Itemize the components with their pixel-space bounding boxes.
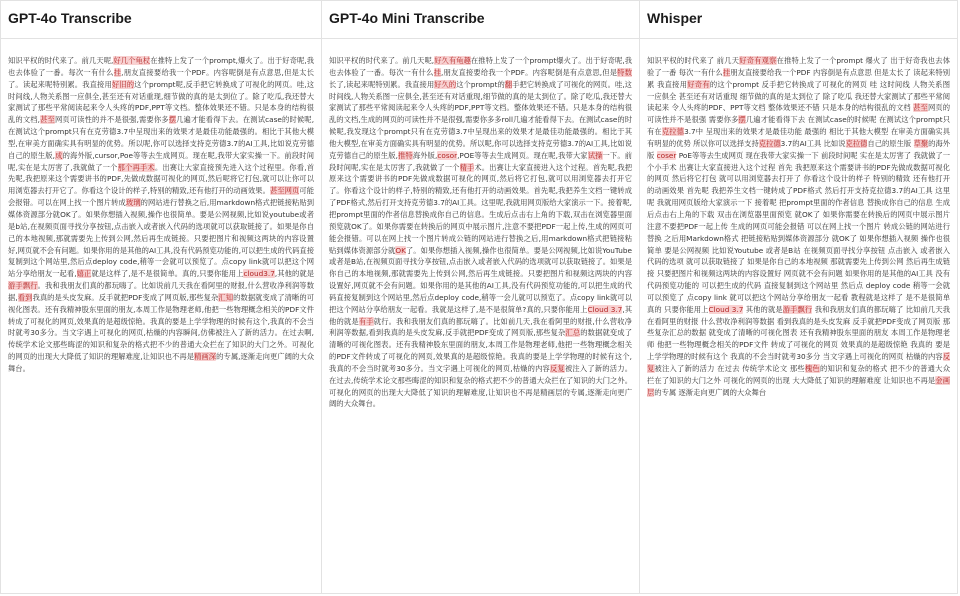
- error-highlight: 推特: [397, 150, 413, 160]
- error-highlight: 挂: [722, 67, 731, 77]
- transcript-segment: 的海外版: [647, 138, 951, 160]
- transcript-segment: 几遍才能看得下去。在测试case的时候呢,在测试这个prompt只有在克劳德3.7中呈现出来的效果才是最佳功能最强的。相比于其他大模型,在审美方面确实具有明显的优势。所以呢,你可以选择支持克劳德3.7的AI工具,比如说克劳德自己的原生版,: [8, 115, 315, 160]
- transcript-segment: 的海外版,cursor,Poe等等去生成网页。现在呢,我带大家实操一下。前段时间呢,实在是太厉害了,我就做了一个: [8, 150, 315, 172]
- error-highlight: 摆: [168, 115, 177, 125]
- transcript-segment: 自己的原生版: [867, 138, 914, 148]
- transcript-segment: 了。如果你想插入视频,操作也很简单。要是公网视频,比如说YouTube或者是B站,在视频页面寻找分享按钮,点击嵌入或者嵌入代码的选项就可以获取链接了。如果是你自己的本地视频,那就需要先上传到公网,然后再生成链接。只要把图片和视频这两块的内容设置好,网页就不会有问题。如果你用的是其他的AI工具,没有代码预览功能的,可以把生成的代码直接复制到这个网站里,然后点deploy code,稍等一会儿就可以预览了。点copy link就可以把这个网站分享给朋友一起看。我就是这样了,是不是很简单?真的,只要你能用上: [329, 245, 632, 314]
- transcript-segment: 海外版,: [412, 150, 438, 160]
- error-highlight: OK: [395, 245, 406, 255]
- transcript-segment: 的网站进行替换之后,用markdown格式把链接粘贴到媒体资源部分就OK了。如果你想插入视频,操作也很简单。要是公网视频,比如说youtube或者是b站,在视频页面寻找分享按钮,点击嵌入或者嵌入代码的选项就可以获取链接了。如果是你自己的本地视频,那就需要先上传到公网,然后再生成链接。只要把图片和视频这两块的内容设置好,网页就不会有问题。如果你用的是其他的AI工具,没有代码预览功能的,可以把生成的代码直接复制到这个网站里,然后点deploy code,稍等一会就可以预览了。点copy link就可以把这个网站分享给朋友一起看,: [8, 198, 315, 279]
- error-highlight: 克拉德: [758, 138, 781, 148]
- transcript-segment: 在推特上发了一个prompt 爆火了 出于好奇我也去体验了一番 每次一有什么: [647, 56, 951, 77]
- error-highlight: 汇总: [565, 328, 581, 338]
- transcript-segment: 的数据就变成了清晰的可视化图表。还有我精神股东里面的朋友,本周工作是物理老师,他把一些物理概念相关的PDF文件转成了可视化的网页,效果真的是超级惊艳。我真的要是上学学物理的时候有这个,我真的不会当时就考30多分。当文字遇上可视化的网页,枯燥的内容: [329, 328, 633, 373]
- transcript-segment: 被注入了新的活力。在过去,传统学术论文那些晦涩的知识和复杂的格式把不少的普通大众拦在了知识的大门之外。可视化的网页的出现大大降低了知识的理解难度,让知识也不再是精画层的专属,逐渐走向更广阔的大众舞台。: [329, 363, 633, 409]
- error-highlight: 甚至: [913, 103, 928, 113]
- error-highlight: 摆: [738, 115, 746, 125]
- transcript-segment: ,朋友直接要给我一个PDF。内容呢倒是有点意思,但是: [441, 67, 618, 77]
- column-gpt4o-mini-transcribe: [321, 1, 639, 593]
- transcript-segment: 3.7的AI工具 比如说: [780, 138, 846, 148]
- transcript-segment: 3.7中 呈现出来的效果才是最佳功能 最强的 相比于其他大模型 在审美方面确实具有明显的优势 所以你可以选择支持: [647, 127, 951, 148]
- transcript-segment: 知识平权的时代来了 前几天: [647, 56, 740, 65]
- transcript-text: [640, 39, 957, 398]
- error-highlight: 甚至网页: [269, 186, 300, 196]
- transcript-segment: 的这个prompt 反手把它转换成了可视化的网页 哇 这时间线 人物关系图 一应俱全 甚至还有对话重现 细节做的真的是太到位了 除了吃瓜 我还替大家测试了那些平常阅读起来 令人头疼的PDF、PPT等文档 整体效果还不错 只是本身的结构很乱的文档: [647, 79, 951, 113]
- transcript-segment: PoE等等去生成网页 现在我带大家实操一下 前段时间呢 实在是太厉害了 我就做了一个小手术 出赛让大家直接进入这个过程 首先 我把原来这个需要讲书的PDF先做成数据可视化的网页 然后将它打包 就可以用浏览器去打开了 你看这个设计的样子 特别的精致 还有他打开的动画效果 首先呢 我把养生文档一键转成了PDF格式 然后打开支持克拉德3.7的AI工具 这里呢 我就用网页版给大家演示一下 接着呢 把prompt里面的作者信息 替换成你自己的信息 生成后点击右上角的下载 双击在浏览器里面预览 就OK了 如果你需要在转换后的网页中展示图片 注意不要把PDF一起上传 生成的网页可能会报错 可以在网上找一个图片 转成公链的网站进行替换 之后用Markdown格式 把链接粘贴到媒体资源部分 就OK了 如果你想插入视频 操作也很简单 要是公网视频 比如说Youtube 或者是B站 在视频页面寻找分享按钮 点击嵌入 或者嵌入代码的选项 就可以获取链接了 如果是你自己的本地视频 那就需要先上传到公网 然后再生成链接 只要把图片和视频这两块的内容设置好 网页就不会有问题 如果你用的是其他的AI工具 没有代码预览功能的 可以把生成的代码 直接复制到这个网站里 然后点 deploy code 稍等一会就可以预览了 点copy link 就可以把这个网站分享给朋友一起看 教程就是这样了 是不是很简单 真的 只要你能用上: [647, 150, 950, 314]
- error-highlight: 精画深: [194, 352, 217, 362]
- error-highlight: 好久有龟趣: [434, 56, 471, 65]
- transcript-segment: 我真的是头皮发麻。反手就把PDF变成了网页版,那些复杂: [32, 292, 219, 302]
- transcript-segment: 。我和我朋友们真的都玩嗨了。比如说前几天我在看阿里的财报,什么营收净利润等数据,: [8, 281, 315, 302]
- error-highlight: coser: [656, 150, 677, 160]
- column-gpt4o-transcribe: [1, 1, 321, 593]
- error-highlight: 好久的: [434, 79, 457, 89]
- transcript-text: [1, 39, 321, 375]
- transcript-segment: 其他的就是: [743, 304, 783, 314]
- transcript-segment: 就行。我和我朋友们真的都玩嗨了。比如前几天,我在看阿里的财报,什么营收净利润等数据,看到我真的是头皮发麻,反手就把PDF变成了网页版,那些复杂: [329, 316, 633, 338]
- error-highlight: 翻: [504, 79, 513, 89]
- transcript-segment: 朋友直接要给我一个PDF 内容倒是有点意思 但是太长了 读起来特别累 我直接用: [647, 67, 950, 89]
- transcript-segment: 网页可读性的并不是很强,需要你多: [54, 115, 169, 125]
- transcript-segment: 的知识和复杂的格式 把不少的普通大众 拦在了知识的大门之外 可视化的网页的出现 大大降低了知识的理解难度 让知识也不再是: [647, 363, 950, 385]
- error-highlight: cloud3.7: [243, 269, 275, 279]
- error-highlight: 嬉正: [76, 269, 92, 279]
- error-highlight: 有手: [358, 316, 374, 326]
- error-highlight: 成: [54, 150, 63, 160]
- error-highlight: Cloud 3.7: [587, 304, 623, 314]
- error-highlight: 挂: [433, 67, 442, 77]
- error-highlight: 汇知: [218, 292, 234, 302]
- error-highlight: 精手: [459, 162, 475, 172]
- transcript-segment: 的专属 逐渐走向更广阔的大众舞台: [654, 387, 767, 397]
- transcript-segment: 知识平权的时代来了。前几天呢,: [329, 56, 435, 65]
- column-header: GPT-4o Mini Transcribe: [322, 1, 639, 39]
- error-highlight: 好奇有: [687, 79, 710, 89]
- error-highlight: 玻璃: [125, 198, 141, 208]
- transcript-text: [322, 39, 639, 410]
- transcript-segment: ,朋友直接要给我一个PDF。内容呢倒是有点意思,但是太长了。读起来呢特别累。我直接用: [8, 67, 314, 89]
- column-header: Whisper: [640, 1, 957, 39]
- transcript-segment: 几遍才能看得下去 在测试case的时候呢 在测试这个prompt只有在: [647, 115, 950, 137]
- transcript-segment: ,其他的就是: [329, 304, 632, 326]
- transcript-segment: 的专属,逐渐走向更广阔的大众舞台。: [8, 352, 314, 373]
- error-highlight: 试操: [587, 150, 603, 160]
- column-whisper: [639, 1, 957, 593]
- error-highlight: Cloud 3.7: [708, 304, 744, 314]
- transcript-segment: 术。出赛让大家直接进入这个过程。首先呢,我把原来这个需要讲书的PDF先做成数据可视化的网页,然后将它打包,就可以用浏览器去打开它了。你看这个设计的样子,特别的精致,还有他打开的动画效果。首先呢,我把养生文档一键转成了PDF格式,然后打开支持克劳德3.7的AI工具。这里呢,我就用网页版给大家演示一下。接着呢,把prompt里面的作者信息替换成你自己的信息。生成后点击右上角的下载,双击在浏览器里面预览就OK了。如果你需要在转换后的网页中展示图片,注意不要把PDF一起上传,生成的网页可能会报错。可以在网上找一个图片转成公链的网站进行替换之后,用markdown格式把链接粘贴到媒体资源部分就: [329, 162, 633, 255]
- error-highlight: 反复: [550, 363, 565, 373]
- error-highlight: 克拉德: [845, 138, 868, 148]
- transcript-segment: 网页的可读性并不是很强 需要你多: [647, 103, 951, 125]
- transcript-segment: 就是这样了,是不是很简单。真的,只要你能用上: [91, 269, 244, 279]
- error-highlight: 特数: [617, 67, 633, 77]
- error-highlight: 游手飘行: [8, 281, 38, 291]
- transcript-segment: 的数据就变成了清晰的可视化图表。还有我精神股东里面的朋友,本周工作是物理老师,他把一些物理概念相关的PDF文件转成了可视化的网页,效果真的是超级惊艳。我真的要是上学学物理的时候有这个,我真的不会当时就考30多分。当文字遇上可视化的网页,枯燥的内容瞬间,仿佛被注入了新的活力。在过去啊,传统学术论文那些晦涩的知识和复杂的格式把不少的普通大众拦在了知识的大门之外。可视化的网页的出现大大降低了知识的理解难度,让知识也不再是: [8, 292, 314, 362]
- error-highlight: 金画层: [647, 375, 950, 397]
- error-highlight: 克拉德: [661, 127, 685, 137]
- transcript-segment: 在推特上发了一个prompt爆火了。出于好奇呢,我也去体验了一番。每次一有什么: [329, 56, 632, 77]
- error-highlight: cosor: [437, 150, 458, 160]
- transcript-segment: 这个prompt呢,反手把它转换成了可视化的网页。哇,这时间线,人物关系图一应俱全,甚至还有对话重现,细节做的真的是太到位了。除了吃瓜,我还替大家测试了那些平常阅读起来令人头疼的PDF,PPT等文档。整体效果还不错。只是本身的结构很乱的文档,: [8, 79, 314, 125]
- transcript-segment: ,其他的就是: [274, 269, 315, 279]
- transcript-segment: 可能会报错。可以在网上找一个图片转成: [8, 186, 315, 208]
- transcript-segment: ,POE等等去生成网页。现在呢,我带大家: [457, 150, 588, 160]
- error-highlight: 看到: [17, 292, 33, 302]
- transcript-segment: 手把它转换成了可视化的网页。哇,这时间线,人物关系图一应俱全,甚至还有对话重现,细节做的真的是太到位了。除了吃瓜,我还替大家测试了那些平常阅读起来令人头疼的PDF,PPT等文档。整体效果还不错。只是本身的结构很乱的文档,生成的网页的可读性并不是很强,需要你多多roll几遍才能看得下去。在测试case的时候呢,我发现这个prompt只有在克劳德3.7中呈现出来的效果才是最佳功能最强的。相比于其他大模型,在审美方面确实具有明显的优势。所以呢,你可以选择支持克劳德3.7的AI工具,比如说克劳德自己的原生版,: [329, 79, 632, 160]
- error-highlight: 挂: [113, 67, 122, 77]
- error-highlight: 槐色: [804, 363, 820, 373]
- transcript-segment: 这个prompt的: [456, 79, 505, 89]
- error-highlight: 游手飘行: [782, 304, 813, 314]
- transcript-segment: 我和我朋友们真的都玩嗨了 比如前几天我在看阿里的财报 什么营收净利润等数据 看到我真的是头皮发麻 反手就把PDF变成了网页版 那些复杂汇总的数据 就变成了清晰的可视化图表 还有我精神股东里面的朋友 本周工作是物理老师 他把一些物理概念相关的PDF文件 转成了可视化的网页 效果真的是超级惊艳 我真的 要是上学学物理的时候有这个 我真的不会当时就考30多分 当文字遇上可视化的网页 枯燥的内容: [647, 304, 950, 362]
- error-highlight: 好奇有观察: [739, 56, 777, 65]
- error-highlight: 草聚: [913, 138, 929, 148]
- transcript-segment: 知识平权的时代来了。前几天呢,: [8, 56, 114, 65]
- transcript-segment: 在推特上发了一个prompt,爆火了。出于好奇呢,我也去体验了一番。每次一有什么: [8, 56, 314, 77]
- transcript-segment: 长了,读起来呢特别累。我直接用: [329, 79, 435, 89]
- transcript-segment: 一下。前段时间呢,实在是太厉害了,我就做了一个: [329, 150, 633, 172]
- error-highlight: 甚至: [40, 115, 55, 125]
- error-highlight: 那个再手术: [117, 162, 155, 172]
- error-highlight: 反复: [647, 352, 950, 373]
- error-highlight: 好旧的: [111, 79, 135, 89]
- transcript-segment: 被注入了新的活力 在过去 传统学术论文 那些: [654, 363, 805, 373]
- column-header: GPT-4o Transcribe: [1, 1, 321, 39]
- error-highlight: 好几个龟杖: [113, 56, 151, 65]
- transcript-segment: 。出赛让大家直接预先进入这个过程里。你看,首先呢,我把原来这个需要讲书的PDF,先做成数据可视化的网页,然后呢将它打包,就可以让你可以用浏览器去打开它了。你看这个设计的样子,特别的精致,还有他打开的动画效果。: [8, 162, 315, 196]
